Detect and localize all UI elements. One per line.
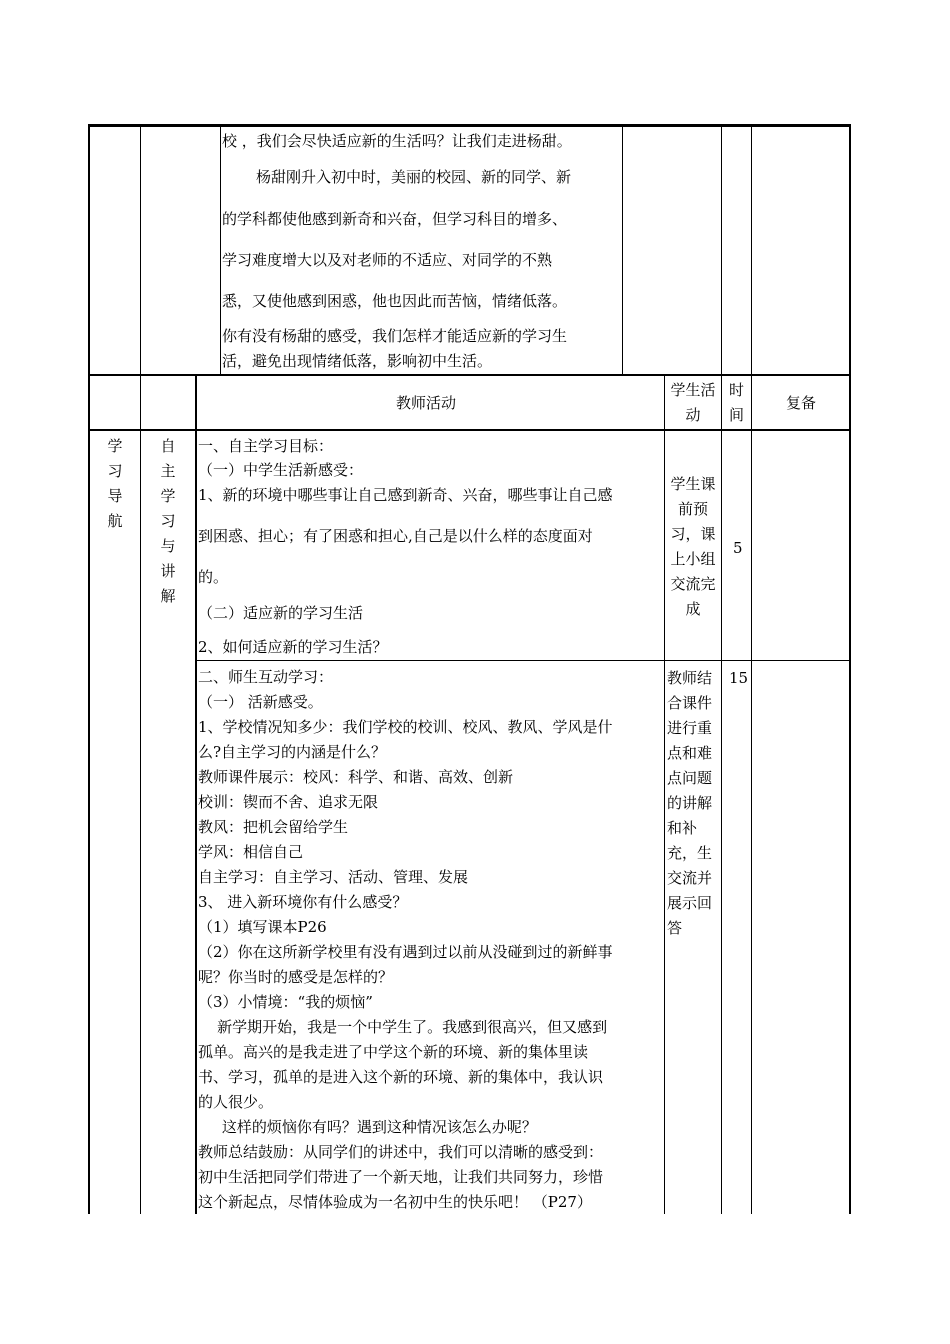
text-line: 的人很少。 bbox=[198, 1093, 274, 1111]
rule bbox=[622, 124, 623, 376]
header-review: 复备 bbox=[786, 394, 817, 412]
section-label-self-study: 自 主 学 习 与 讲 解 bbox=[160, 437, 176, 605]
row2-student-activity: 教师结 合课件 进行重 点和难 点问题 的讲解 和补 充，生 交流并 展示回 答 bbox=[667, 669, 713, 937]
text-line: （1）填写课本P26 bbox=[198, 918, 327, 936]
text-line: 教师课件展示：校风：科学、和谐、高效、创新 bbox=[198, 768, 514, 786]
text-line: 3、 进入新环境你有什么感受？ bbox=[198, 893, 408, 911]
rule bbox=[140, 124, 141, 1214]
text-line: 一、自主学习目标： bbox=[198, 437, 334, 455]
row1-student-activity: 学生课 前预 习，课 上小组 交流完 成 bbox=[670, 475, 716, 618]
intro-line: 学习难度增大以及对老师的不适应、对同学的不熟 bbox=[222, 251, 553, 269]
rule bbox=[849, 124, 851, 1214]
text-line: 教风：把机会留给学生 bbox=[198, 818, 349, 836]
text-line: （3）小情境：“我的烦恼” bbox=[198, 993, 373, 1011]
rule bbox=[88, 124, 90, 1214]
text-line: 书、学习，孤单的是进入这个新的环境、新的集体中，我认识 bbox=[198, 1068, 604, 1086]
text-line: （2）你在这所新学校里有没有遇到过以前从没碰到过的新鲜事 bbox=[198, 943, 613, 961]
text-line: 2、如何适应新的学习生活？ bbox=[198, 638, 388, 656]
text-line: 到困惑、担心；有了困惑和担心,自己是以什么样的态度面对 bbox=[198, 527, 593, 545]
text-line: （一）中学生活新感受： bbox=[198, 461, 364, 479]
intro-line: 杨甜刚升入初中时，美丽的校园、新的同学、新 bbox=[256, 168, 572, 186]
text-line: 孤单。高兴的是我走进了中学这个新的环境、新的集体里读 bbox=[198, 1043, 589, 1061]
text-line: （一） 活新感受。 bbox=[198, 693, 323, 711]
text-line: 二、师生互动学习： bbox=[198, 668, 334, 686]
rule bbox=[751, 124, 752, 1214]
text-line: 么?自主学习的内涵是什么？ bbox=[198, 743, 387, 761]
text-line: 这个新起点，尽情体验成为一名初中生的快乐吧！ （P27） bbox=[198, 1193, 592, 1211]
rule bbox=[195, 376, 197, 1214]
intro-line: 活，避免出现情绪低落，影响初中生活。 bbox=[222, 352, 493, 370]
text-line: 初中生活把同学们带进了一个新天地，让我们共同努力，珍惜 bbox=[198, 1168, 604, 1186]
text-line: 的。 bbox=[198, 568, 229, 586]
row2-time: 15 bbox=[729, 669, 749, 687]
text-line: 1、新的环境中哪些事让自己感到新奇、兴奋，哪些事让自己感 bbox=[198, 486, 613, 504]
rule bbox=[88, 429, 851, 431]
row1-time: 5 bbox=[733, 539, 743, 557]
header-student-activity: 学生活 动 bbox=[670, 381, 716, 424]
section-label-learning-guide: 学 习 导 航 bbox=[107, 437, 123, 530]
text-line: 教师总结鼓励：从同学们的讲述中，我们可以清晰的感受到： bbox=[198, 1143, 604, 1161]
text-line: 学风：相信自己 bbox=[198, 843, 304, 861]
intro-line: 的学科都使他感到新奇和兴奋，但学习科目的增多、 bbox=[222, 210, 568, 228]
intro-line: 你有没有杨甜的感受，我们怎样才能适应新的学习生 bbox=[222, 327, 568, 345]
rule bbox=[196, 660, 851, 661]
text-line: 校训：锲而不舍、追求无限 bbox=[198, 793, 379, 811]
rule bbox=[88, 374, 851, 376]
text-line: 这样的烦恼你有吗？遇到这种情况该怎么办呢？ bbox=[198, 1118, 537, 1136]
text-line: 新学期开始，我是一个中学生了。我感到很高兴，但又感到 bbox=[198, 1018, 608, 1036]
intro-line: 校 ，我们会尽快适应新的生活吗？让我们走进杨甜。 bbox=[222, 132, 572, 150]
rule bbox=[220, 124, 221, 376]
rule bbox=[721, 124, 722, 1214]
header-time: 时 间 bbox=[728, 381, 744, 424]
text-line: 呢？你当时的感受是怎样的？ bbox=[198, 968, 394, 986]
text-line: 1、学校情况知多少：我们学校的校训、校风、教风、学风是什 bbox=[198, 718, 613, 736]
text-line: 自主学习：自主学习、活动、管理、发展 bbox=[198, 868, 469, 886]
header-teacher-activity: 教师活动 bbox=[396, 394, 457, 412]
rule bbox=[88, 124, 851, 127]
intro-line: 悉，又使他感到困惑，他也因此而苦恼，情绪低落。 bbox=[222, 292, 568, 310]
text-line: （二）适应新的学习生活 bbox=[198, 604, 364, 622]
